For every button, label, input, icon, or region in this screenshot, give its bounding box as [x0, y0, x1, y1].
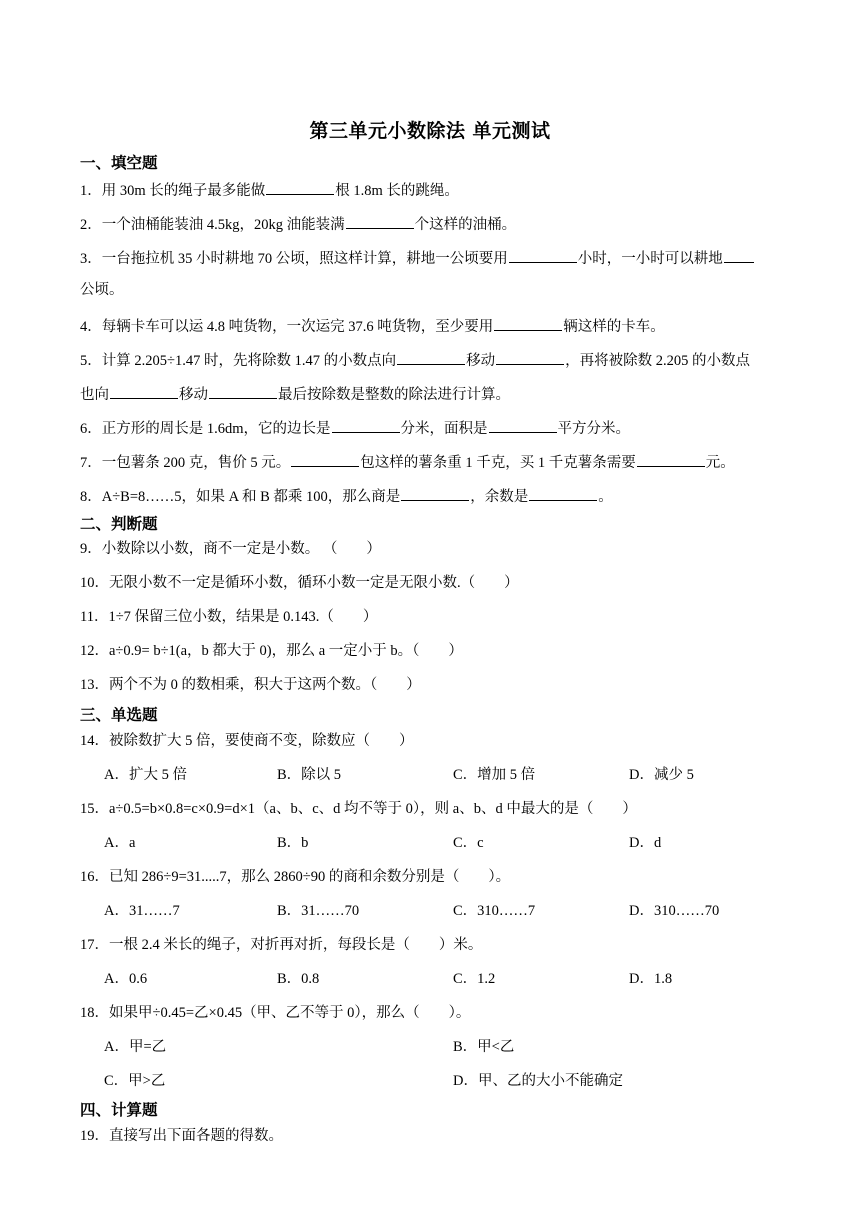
option-d[interactable]: D．甲、乙的大小不能确定: [453, 1073, 623, 1089]
question-17: 17．一根 2.4 米长的绳子，对折再对折，每段长是（ ）米。: [80, 937, 483, 953]
option-d[interactable]: D．1.8: [629, 971, 673, 987]
question-9: 9．小数除以小数，商不一定是小数。 （ ）: [80, 541, 381, 557]
question-10: 10．无限小数不一定是循环小数，循环小数一定是无限小数.（ ）: [80, 575, 519, 591]
answer-blank[interactable]: [509, 246, 577, 263]
answer-blank[interactable]: [209, 382, 277, 399]
question-6: 6．正方形的周长是 1.6dm，它的边长是 分米，面积是 平方分米。: [80, 416, 630, 439]
answer-blank[interactable]: [401, 484, 469, 501]
option-b[interactable]: B．甲<乙: [453, 1039, 515, 1055]
option-d[interactable]: D．d: [629, 835, 662, 851]
option-b[interactable]: B．b: [277, 835, 309, 851]
option-c[interactable]: C．c: [453, 835, 484, 851]
option-c[interactable]: C．增加 5 倍: [453, 767, 536, 783]
answer-blank[interactable]: [397, 348, 465, 365]
question-3-continued: 公顷。: [80, 282, 124, 298]
answer-blank[interactable]: [291, 450, 359, 467]
option-d[interactable]: D．310……70: [629, 903, 720, 919]
option-a[interactable]: A．扩大 5 倍: [104, 767, 187, 783]
question-3: 3．一台拖拉机 35 小时耕地 70 公顷，照这样计算，耕地一公顷要用 小时，一小时可以耕地: [80, 246, 755, 269]
question-16: 16．已知 286÷9=31.....7，那么 2860÷90 的商和余数分别是（ ）。: [80, 869, 511, 885]
question-13: 13．两个不为 0 的数相乘，积大于这两个数。（ ）: [80, 677, 421, 693]
option-a[interactable]: A．a: [104, 835, 136, 851]
page-title: 第三单元小数除法 单元测试: [309, 120, 551, 142]
section-heading-fill-blank: 一、填空题: [80, 154, 158, 172]
question-4: 4．每辆卡车可以运 4.8 吨货物，一次运完 37.6 吨货物，至少要用 辆这样的卡车。: [80, 314, 665, 337]
option-b[interactable]: B．31……70: [277, 903, 360, 919]
answer-blank[interactable]: [266, 178, 334, 195]
option-b[interactable]: B．0.8: [277, 971, 320, 987]
question-18: 18．如果甲÷0.45=乙×0.45（甲、乙不等于 0），那么（ ）。: [80, 1005, 471, 1021]
question-8: 8．A÷B=8……5，如果 A 和 B 都乘 100，那么商是 ，余数是 。: [80, 484, 613, 507]
option-a[interactable]: A．31……7: [104, 903, 180, 919]
option-c[interactable]: C．310……7: [453, 903, 536, 919]
answer-blank[interactable]: [346, 212, 414, 229]
question-12: 12．a÷0.9= b÷1(a，b 都大于 0)，那么 a 一定小于 b。（ ）: [80, 643, 463, 659]
answer-blank[interactable]: [332, 416, 400, 433]
option-a[interactable]: A．0.6: [104, 971, 148, 987]
option-b[interactable]: B．除以 5: [277, 767, 342, 783]
answer-blank[interactable]: [496, 348, 564, 365]
option-a[interactable]: A．甲=乙: [104, 1039, 167, 1055]
section-heading-multiple-choice: 三、单选题: [80, 706, 158, 724]
section-heading-true-false: 二、判断题: [80, 515, 158, 533]
question-1: 1．用 30m 长的绳子最多能做 根 1.8m 长的跳绳。: [80, 178, 459, 201]
question-19: 19．直接写出下面各题的得数。: [80, 1128, 283, 1144]
option-c[interactable]: C．1.2: [453, 971, 496, 987]
section-heading-calculation: 四、计算题: [80, 1101, 158, 1119]
question-5-continued: 也向 移动 最后按除数是整数的除法进行计算。: [80, 382, 510, 405]
question-11: 11．1÷7 保留三位小数，结果是 0.143.（ ）: [80, 609, 378, 625]
option-c[interactable]: C．甲>乙: [104, 1073, 166, 1089]
question-14: 14．被除数扩大 5 倍，要使商不变，除数应（ ）: [80, 733, 414, 749]
question-5: 5．计算 2.205÷1.47 时，先将除数 1.47 的小数点向 移动 ，再将被除数 2.205 的小数点: [80, 348, 750, 371]
answer-blank[interactable]: [110, 382, 178, 399]
question-7: 7．一包薯条 200 克，售价 5 元。 包这样的薯条重 1 千克，买 1 千克薯条需要 元。: [80, 450, 735, 473]
question-15: 15．a÷0.5=b×0.8=c×0.9=d×1（a、b、c、d 均不等于 0），则 a、b、d 中最大的是（ ）: [80, 801, 637, 817]
question-2: 2．一个油桶能装油 4.5kg，20kg 油能装满 个这样的油桶。: [80, 212, 516, 235]
option-d[interactable]: D．减少 5: [629, 767, 694, 783]
answer-blank[interactable]: [637, 450, 705, 467]
answer-blank[interactable]: [724, 246, 754, 263]
answer-blank[interactable]: [529, 484, 597, 501]
answer-blank[interactable]: [494, 314, 562, 331]
answer-blank[interactable]: [489, 416, 557, 433]
